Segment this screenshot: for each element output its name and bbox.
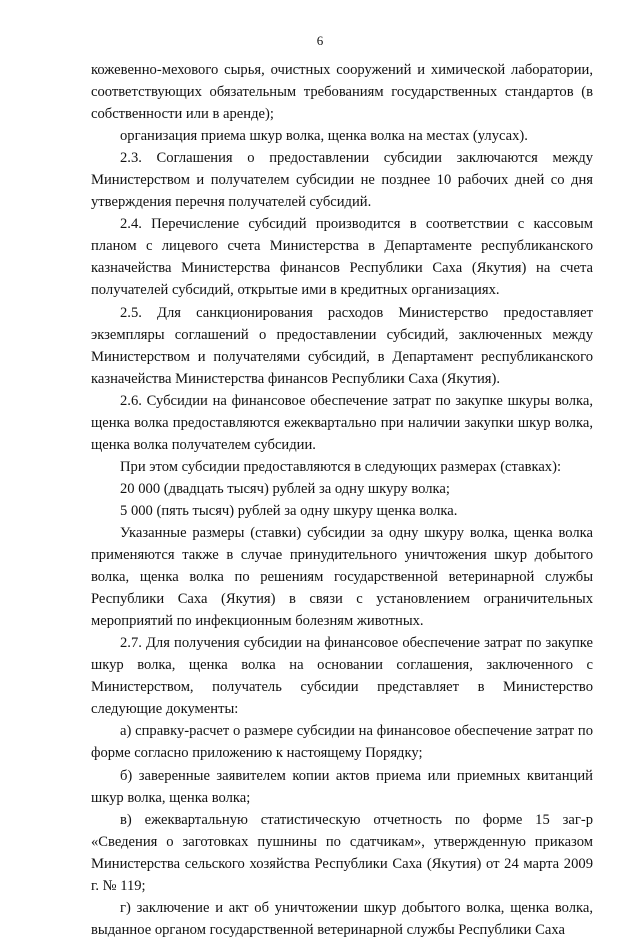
paragraph: г) заключение и акт об уничтожении шкур добытого волка, щенка волка, выданное органом государственной ветеринарной службы Республики Саха [91,899,593,938]
page-number: 6 [316,33,324,48]
document-body [91,59,593,941]
paragraph: 2.6. Субсидии на финансовое обеспечение затрат по закупке шкуры волка, щенка волка предоставляются ежеквартально при наличии закупки шкур волка, щенка волка получателем субсидии. [91,392,593,453]
paragraph: в) ежеквартальную статистическую отчетность по форме 15 заг-р «Сведения о заготовках пушнины по сдатчикам», утвержденную приказом Министерства сельского хозяйства Республики Саха (Якутия) от 24 марта 2009 г. № 119; [91,811,593,894]
paragraph: При этом субсидии предоставляются в следующих размерах (ставках): [120,458,562,475]
paragraph: 2.7. Для получения субсидии на финансовое обеспечение затрат по закупке шкур волка, щенка волка на основании соглашения, заключенного с Министерством, получатель субсидии представляет в Министерство следующие документы: [91,635,593,718]
paragraph: Указанные размеры (ставки) субсидии за одну шкуру волка, щенка волка применяются также в случае принудительного уничтожения шкур добытого волка, щенка волка по решениям государственной ветеринарной службы Республики Саха (Якутия) в связи с установлением ограничительных мероприятий по инфекционным болезням животных. [91,524,593,630]
paragraph: 2.3. Соглашения о предоставлении субсидии заключаются между Министерством и получателем субсидии не позднее 10 рабочих дней со дня утверждения перечня получателей субсидий. [91,150,593,211]
paragraph: 20 000 (двадцать тысяч) рублей за одну шкуру волка; [120,480,450,497]
paragraph: а) справку-расчет о размере субсидии на финансовое обеспечение затрат по форме согласно приложению к настоящему Порядку; [91,723,593,762]
paragraph: б) заверенные заявителем копии актов приема или приемных квитанций шкур волка, щенка волка; [91,767,593,806]
paragraph: 2.4. Перечисление субсидий производится в соответствии с кассовым планом с лицевого счета Министерства в Департаменте республиканского казначейства Министерства финансов Республики Саха (Якутия) на счета получателей субсидий, открытые ими в кредитных организациях. [91,216,593,299]
paragraph: кожевенно-мехового сырья, очистных сооружений и химической лаборатории, соответствующих обязательным требованиям государственных стандартов (в собственности или в аренде); [91,62,593,123]
paragraph: 2.5. Для санкционирования расходов Министерство предоставляет экземпляры соглашений о предоставлении субсидий, заключенных между Министерством и получателями субсидий, в Департамент республиканского казначейства Министерства финансов Республики Саха (Якутия). [91,304,593,387]
paragraph: организация приема шкур волка, щенка волка на местах (улусах). [120,128,528,145]
paragraph: 5 000 (пять тысяч) рублей за одну шкуру щенка волка. [120,502,458,519]
